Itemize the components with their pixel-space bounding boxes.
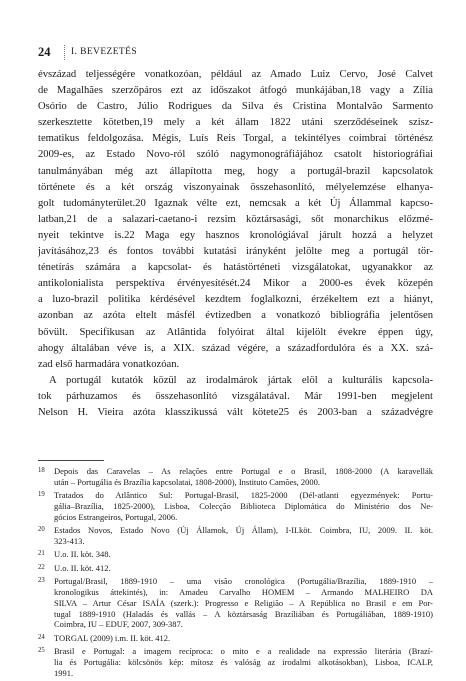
footnote-number: 19 [38, 491, 45, 499]
footnote-line: Portugal/Brasil, 1889-1910 – uma visão cronológica (Portugália/Brazília, 1889-1910 – [54, 576, 433, 587]
body-text [38, 67, 433, 421]
footnote-number: 20 [38, 526, 45, 534]
body-line: nyeit tekintve is.22 Maga egy hasznos kronológiával járult hozzá a helyzet [38, 229, 433, 241]
footnote-text [54, 525, 433, 547]
footnote-line: tugal 1889-1910 (Haladás és vallás – A köztársaság Brazíliában és Portugáliában, 1889-1910) [54, 608, 433, 619]
footnote-line: után – Portugália és Brazília kapcsolatai, 1808-2000), Instituto Camões, 2000. [54, 476, 321, 487]
body-line: Nelson H. Vieira azóta klasszikussá vált kötete25 és 2003-ban a századvégre [38, 406, 433, 418]
footnote-number: 22 [38, 563, 45, 571]
header-divider [64, 45, 65, 60]
footnote-text [54, 466, 433, 488]
footnote-text [54, 549, 433, 560]
body-line: latban,21 de a salazari-caetano-i rezsim köztársasági, sőt monarchikus előzmé- [38, 213, 433, 225]
body-line: zad első harmadára vonatkozóan. [38, 358, 180, 370]
footnote-line: Tratados do Atlântico Sul: Portugal-Brasil, 1825-2000 (Dél-atlanti egyezmények: Portu- [54, 490, 433, 501]
body-line: a luzo-brazil politika kérdésével kezdtem foglalkozni, érzékeltem ezt a hiányt, [38, 294, 433, 306]
footnote-rule [38, 460, 104, 461]
footnote-line: Estados Novos, Estado Novo (Új Államok, Új Állam), I-II.köt. Coimbra, IU, 2009. II. köt. [54, 525, 433, 536]
page-number: 24 [38, 44, 51, 59]
body-line: de Magalhães szerzőpáros ezt az időszakot átfogó munkájában,18 vagy a Zília [38, 85, 433, 97]
body-line: ténetírás számára a kapcsolat- és hatástörténeti vizsgálatokat, ugyanakkor az [38, 262, 433, 274]
footnote-text [54, 633, 433, 644]
footnote-number: 24 [38, 633, 45, 641]
body-line: javításához,23 és fontos további kutatási irányként jelölte meg a portugál tör- [38, 246, 433, 258]
footnote [38, 490, 433, 522]
footnote-text [54, 576, 433, 630]
footnote-line: 323-413. [54, 535, 85, 546]
body-line: golt tudományterület.20 Igaznak vélte ezt, nemcsak a két Új Állammal kapcso- [38, 197, 433, 209]
footnote-line: Brasil e Portugal: a imagem recíproca: o mito e a realidade na expressão literária (Brazí- [54, 646, 433, 657]
footnote-number: 23 [38, 577, 45, 585]
footnote-text [54, 563, 433, 574]
footnote-line: 1991. [54, 667, 74, 678]
body-line: azonban az azóta eltelt másfél évtizedben a vonatkozó bibliográfia jelentősen [38, 310, 433, 322]
footnote [38, 466, 433, 488]
footnote-number: 25 [38, 647, 45, 655]
body-line: A portugál kutatók közül az irodalmárok jártak elöl a kulturális kapcsola- [49, 374, 433, 386]
footnote-line: U.o. II. köt. 348. [54, 549, 111, 560]
body-line: ahogy általában véve is, a XIX. század végére, a századfordulóra és a XX. szá- [38, 342, 433, 354]
body-line: bővült. Specifikusan az Atlântida folyóirat által kijelölt évekre éppen úgy, [38, 326, 433, 338]
body-line: tematikus feldolgozása. Mégis, Luís Reis Torgal, a tekintélyes coimbrai történész [38, 133, 433, 145]
body-line: antikolonialista perspektíva érvényesítését.24 Mikor a 2000-es évek közepén [38, 278, 433, 290]
footnote [38, 633, 433, 644]
footnote-line: lia és Portugália: kölcsönös kép: mítosz és valóság az irodalmi alkotásokban), Lisboa, ICALP, [54, 656, 433, 667]
footnotes [38, 466, 433, 681]
footnote [38, 549, 433, 560]
footnote-line: TORGAL (2009) i.m. II. köt. 412. [54, 632, 171, 643]
footnote-line: U.o. II. köt. 412. [54, 562, 111, 573]
body-line: szerkesztette kötetben,19 mely a két állam 1822 utáni szerződéseinek szisz- [38, 117, 433, 129]
body-line: tanulmányában még azt állapította meg, hogy a portugál-brazil kapcsolatok [38, 165, 433, 177]
footnote-number: 21 [38, 550, 45, 558]
footnote [38, 563, 433, 574]
body-line: 2009-es, az Estado Novo-ról szóló nagymonográfiájához csatolt historiográfiai [38, 149, 433, 161]
body-line: Osório de Castro, Júlio Rodrigues da Silva és Cristina Montalvão Sarmento [38, 101, 433, 113]
body-line: évszázad teljességére vonatkozóan, például az Amado Luiz Cervo, José Calvet [38, 69, 433, 80]
chapter-title: I. BEVEZETÉS [71, 47, 138, 57]
body-line: tok párhuzamos és összehasonlító vizsgálatával. Már 1991-ben megjelent [38, 390, 433, 402]
footnote [38, 576, 433, 630]
footnote-line: Depois das Caravelas – As relações entre Portugal e o Brasil, 1808-2000 (A karavellák [54, 466, 433, 476]
footnote-line: gócios Estrangeiros, Portugal, 2006. [54, 511, 178, 522]
footnote-line: kronologikus áttekintés), in: Amadeu Carvalho HOMEM – Armando MALHEIRO DA [54, 586, 433, 597]
running-header [38, 44, 137, 60]
footnote-line: Coimbra, IU – EDUF, 2007, 309-387. [54, 619, 183, 630]
footnote-number: 18 [38, 467, 45, 474]
body-line: története és a két ország viszonyainak összehasonlító, mélyelemzése elhanya- [38, 181, 433, 193]
footnote-line: gália–Brazília, 1825-2000), Lisboa, Colecção Biblioteca Diplomática do Ministério dos Ne- [54, 500, 433, 511]
footnote-text [54, 490, 433, 522]
footnote [38, 525, 433, 547]
footnote-line: SILVA – Artur César ISAÍA (szerk.): Progresso e Religião – A República no Brasil e em Por- [54, 597, 433, 608]
footnote-text [54, 646, 433, 678]
footnote [38, 646, 433, 678]
